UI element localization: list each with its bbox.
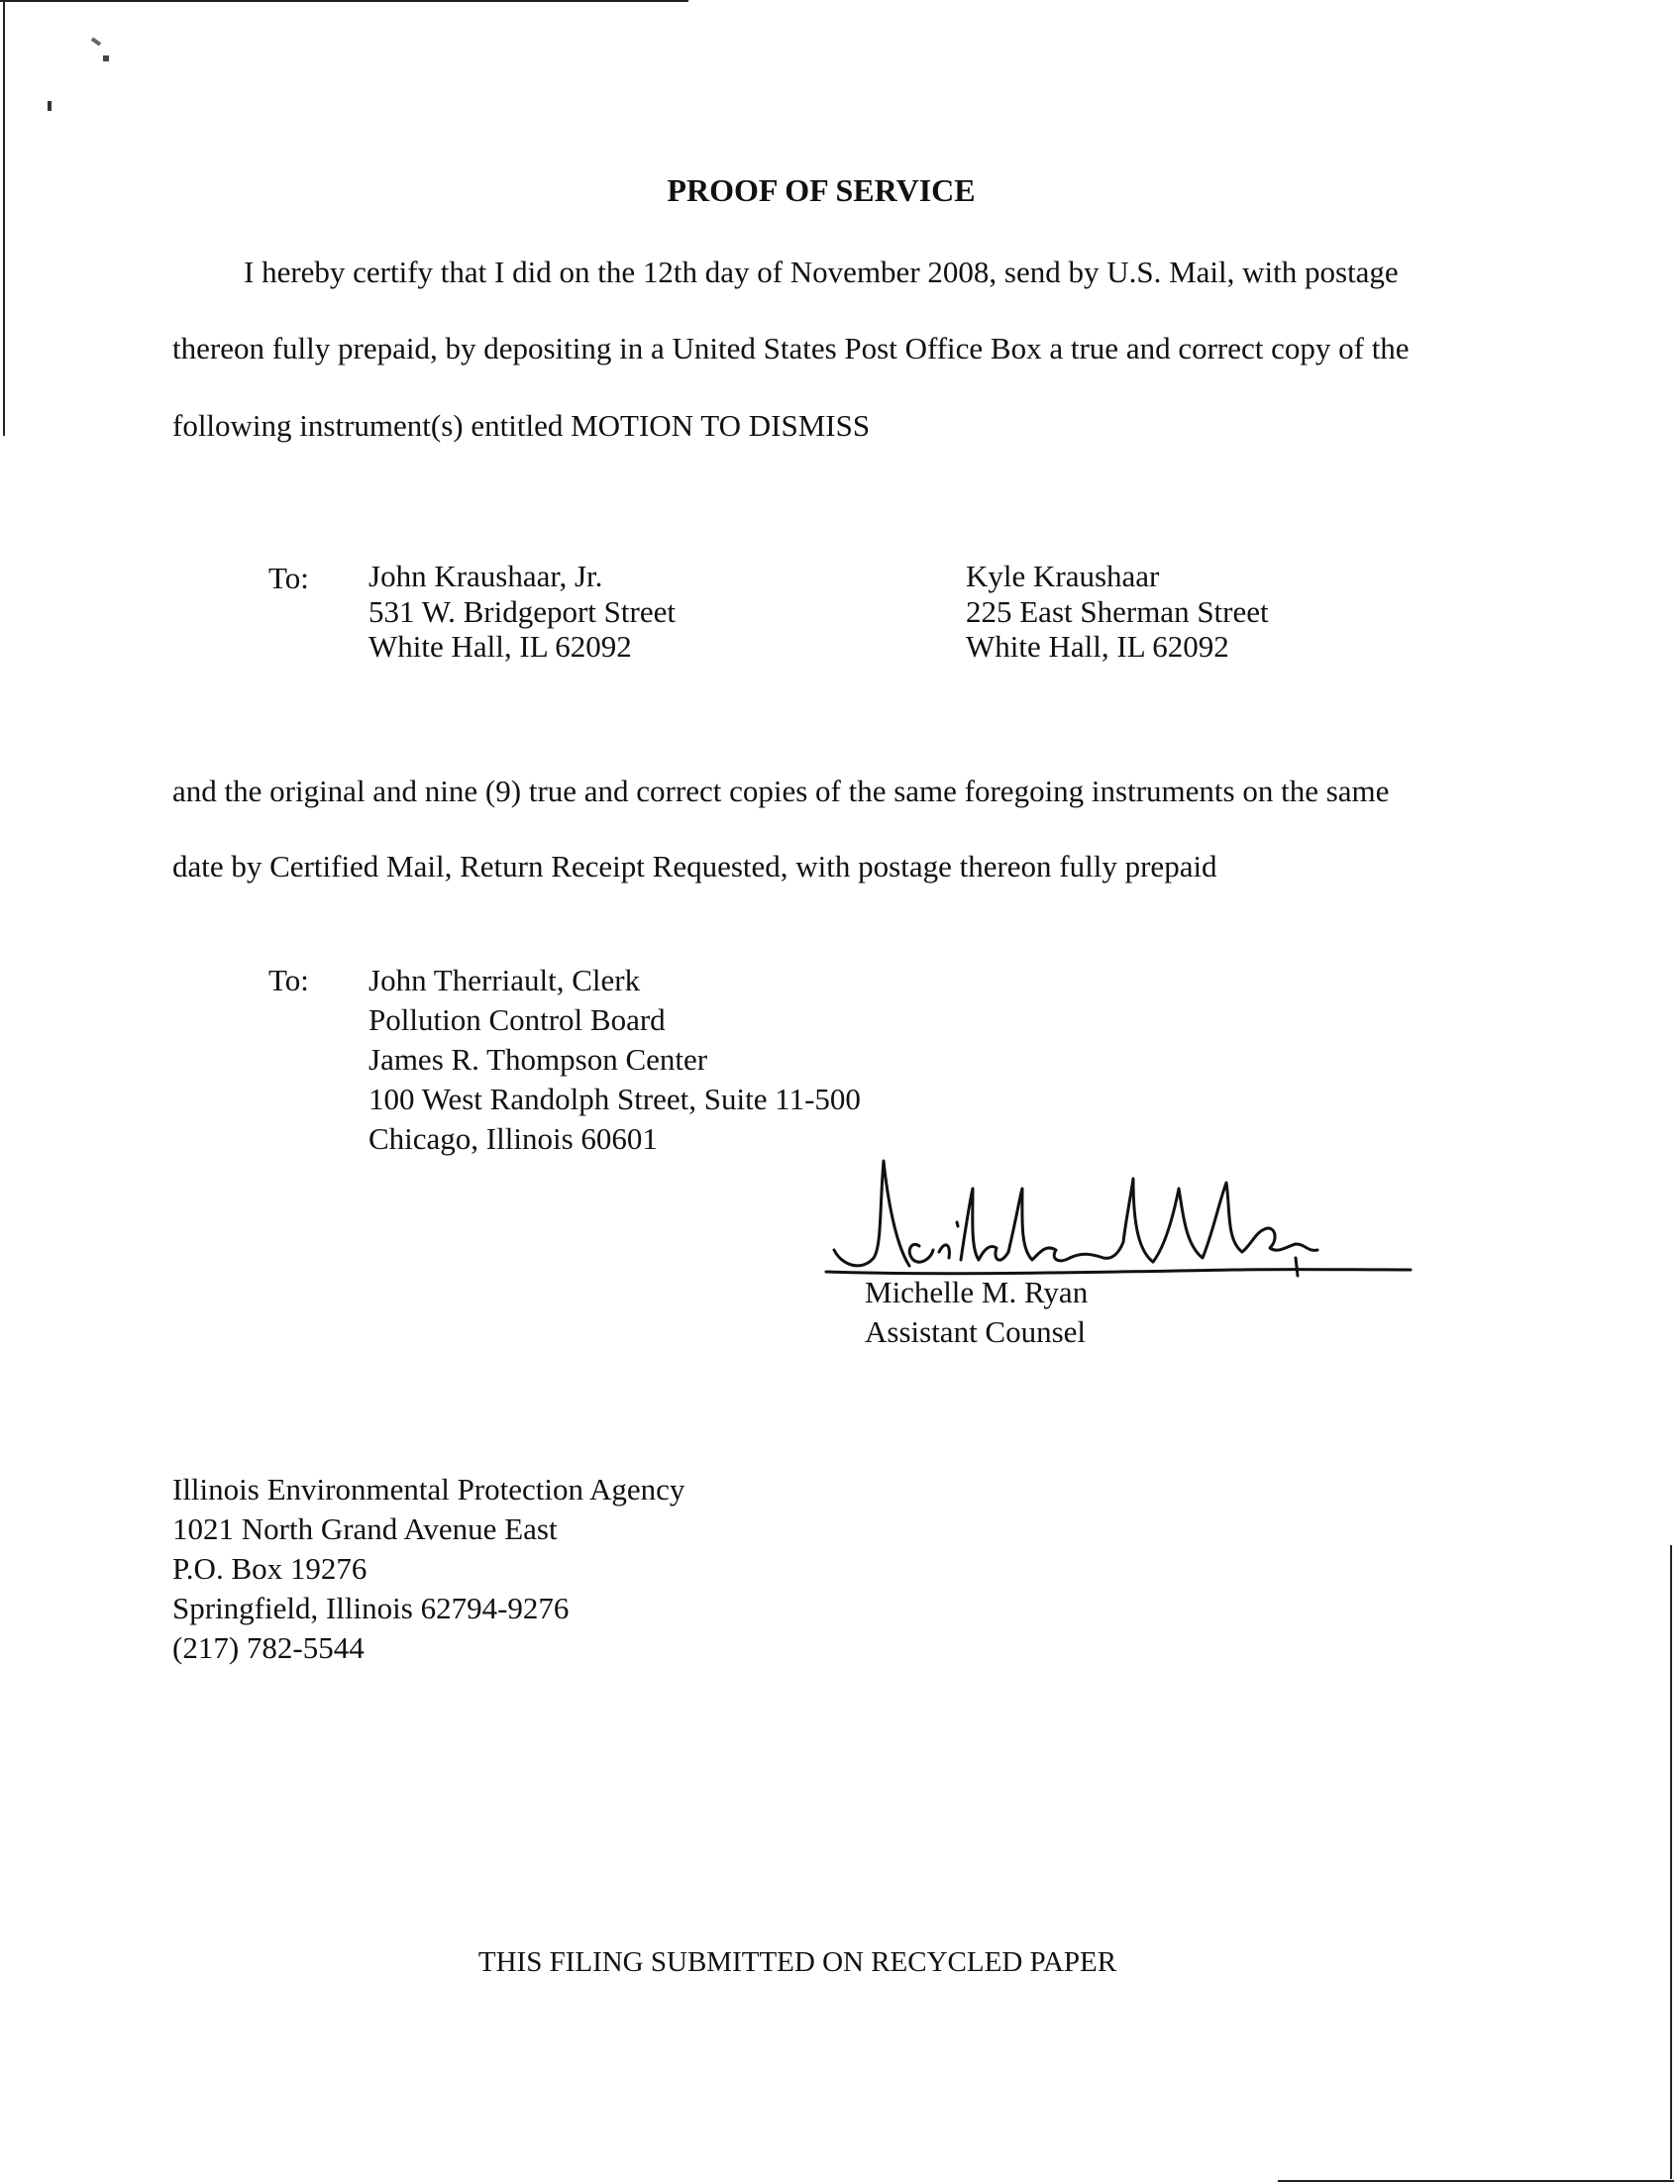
address-line: 225 East Sherman Street <box>966 593 1269 629</box>
address-line: John Kraushaar, Jr. <box>368 559 603 593</box>
to-label: To: <box>268 963 309 997</box>
address-line: 531 W. Bridgeport Street <box>368 593 676 629</box>
address-line: Springfield, Illinois 62794-9276 <box>172 1591 570 1625</box>
to-label: To: <box>268 561 309 595</box>
address-line: 100 West Randolph Street, Suite 11-500 <box>368 1082 861 1116</box>
recycled-paper-footer: THIS FILING SUBMITTED ON RECYCLED PAPER <box>477 1946 1117 1978</box>
address-line: Chicago, Illinois 60601 <box>368 1121 658 1156</box>
agency-name: Illinois Environmental Protection Agency <box>172 1472 685 1507</box>
scan-border-bottom <box>1278 2180 1674 2182</box>
address-line: White Hall, IL 62092 <box>966 629 1229 664</box>
scan-speck <box>103 55 109 61</box>
recipient-address-2 <box>966 559 1269 665</box>
address-line: Kyle Kraushaar <box>966 559 1160 593</box>
scan-speck <box>48 101 52 111</box>
agency-address <box>172 1470 684 1668</box>
address-line: James R. Thompson Center <box>368 1042 708 1077</box>
document-title: PROOF OF SERVICE <box>667 172 976 208</box>
scan-border-left <box>3 0 5 436</box>
clerk-address <box>368 961 861 1159</box>
recipient-address-1 <box>368 559 676 665</box>
scan-border-right <box>1670 1545 1672 2179</box>
signer-title: Assistant Counsel <box>865 1314 1087 1349</box>
address-line: John Therriault, Clerk <box>368 963 641 997</box>
address-line: Pollution Control Board <box>368 1002 666 1037</box>
copies-paragraph-line-2: date by Certified Mail, Return Receipt Requested, with postage thereon fully prepaid <box>172 849 1217 884</box>
service-paragraph-line-3: following instrument(s) entitled MOTION TO DISMISS <box>172 408 871 443</box>
scan-border-top <box>0 0 688 2</box>
agency-phone: (217) 782-5544 <box>172 1630 365 1665</box>
service-paragraph-line-2: thereon fully prepaid, by depositing in a United States Post Office Box a true and correct copy of the <box>172 331 1410 365</box>
copies-paragraph-line-1: and the original and nine (9) true and correct copies of the same foregoing instruments on the same <box>172 774 1390 808</box>
address-line: P.O. Box 19276 <box>172 1551 368 1586</box>
signer-name: Michelle M. Ryan <box>865 1275 1089 1309</box>
address-line: White Hall, IL 62092 <box>368 629 632 664</box>
service-paragraph-line-1: I hereby certify that I did on the 12th day of November 2008, send by U.S. Mail, with postage <box>244 255 1399 289</box>
address-line: 1021 North Grand Avenue East <box>172 1511 558 1546</box>
scan-speck <box>91 37 101 46</box>
